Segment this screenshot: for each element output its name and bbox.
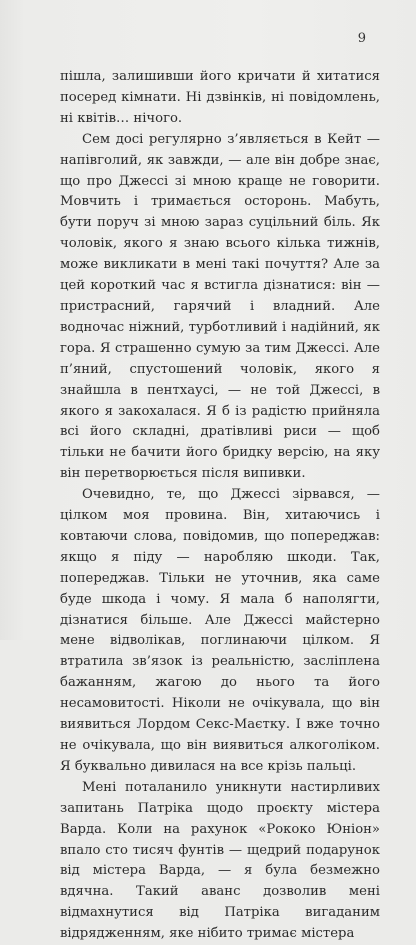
body-text	[60, 67, 380, 945]
page-number: 9	[357, 31, 366, 46]
paragraph-3: Очевидно, те, що Джессі зірвався, — цілком моя провина. Він, хитаючись і ковтаючи слова, повідомив, що попереджав: якщо я піду — наробляю шкоди. Так, попереджав. Тільки не уточнив, яка саме буде шкода і чому. Я мала б наполягти, дізнатися більше. Але Джессі майстерно мене відволікав, поглинаючи цілком. Я втратила зв’язок із реальністю, засліплена бажанням, жагою до нього та його несамовитості. Ніколи не очікувала, що він виявиться Лордом Секс-Маєтку. І вже точно не очікувала, що він виявиться алкоголіком. Я буквально дивилася на все крізь пальці.	[60, 487, 380, 774]
paragraph-1: пішла, залишивши його кричати й хитатися посеред кімнати. Ні дзвінків, ні повідомлень, ні квітів… нічого.	[60, 69, 380, 126]
paragraph-4: Мені поталанило уникнути настирливих запитань Патріка щодо проєкту містера Варда. Коли на рахунок «Рококо Юніон» впало сто тисяч фунтів — щедрий подарунок від містера Варда, — я була безмежно вдячна. Такий аванс дозволив мені відмахнутися від Патріка вигаданим відрядженням, яке нібито тримає містера	[60, 779, 380, 942]
paragraph-2: Сем досі регулярно з’являється в Кейт — напівголий, як завжди, — але він добре знає, що про Джессі зі мною краще не говорити. Мовчить і тримається осторонь. Мабуть, бути поруч зі мною зараз суцільний біль. Як чоловік, якого я знаю всього кілька тижнів, може викликати в мені такі почуття? Але за цей короткий час я встигла дізнатися: він — пристрасний, гарячий і владний. Але водночас ніжний, турботливий і надійний, як гора. Я страшенно сумую за тим Джессі. Але п’яний, спустошений чоловік, якого я знайшла в пентхаусі, — не той Джессі, в якого я закохалася. Я б із радістю прийняла всі його складні, дратівливі риси — щоб тільки не бачити його бридку версію, на яку він перетворюється після випивки.	[60, 131, 380, 482]
